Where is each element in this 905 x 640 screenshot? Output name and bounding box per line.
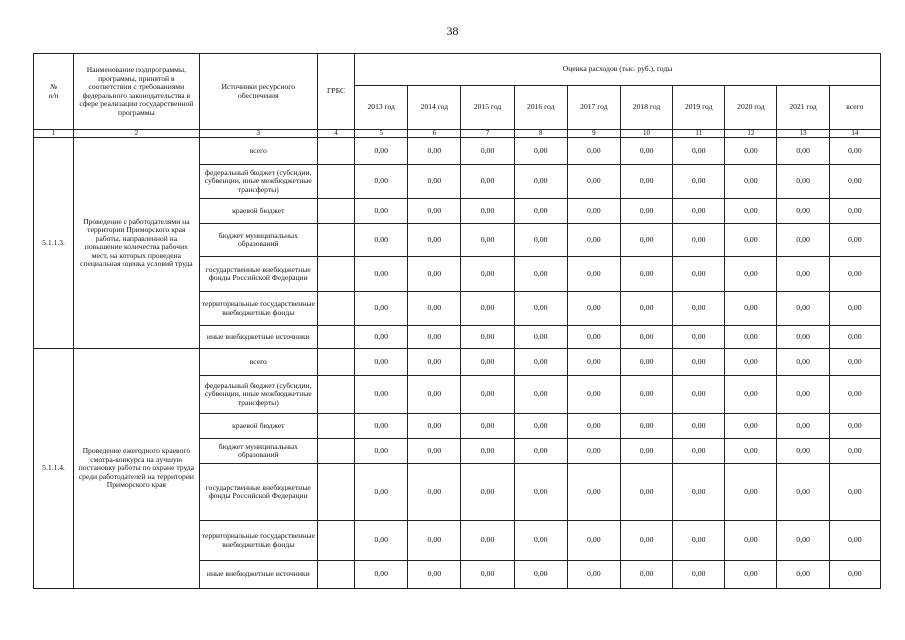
value-cell: 0,00 <box>355 257 408 292</box>
value-cell: 0,00 <box>620 165 672 199</box>
value-cell: 0,00 <box>777 257 829 292</box>
value-cell: 0,00 <box>829 326 880 349</box>
value-cell: 0,00 <box>829 439 880 464</box>
value-cell: 0,00 <box>408 349 461 376</box>
value-cell: 0,00 <box>829 292 880 326</box>
value-cell: 0,00 <box>673 439 725 464</box>
value-cell: 0,00 <box>514 199 567 224</box>
value-cell: 0,00 <box>514 138 567 165</box>
value-cell: 0,00 <box>567 439 620 464</box>
header-num: № п/п <box>34 54 74 130</box>
value-cell: 0,00 <box>461 292 514 326</box>
value-cell: 0,00 <box>355 326 408 349</box>
grbs-cell <box>317 138 354 165</box>
value-cell: 0,00 <box>408 376 461 414</box>
value-cell: 0,00 <box>408 224 461 257</box>
value-cell: 0,00 <box>408 464 461 521</box>
value-cell: 0,00 <box>829 257 880 292</box>
column-number: 6 <box>408 130 461 138</box>
value-cell: 0,00 <box>355 439 408 464</box>
value-cell: 0,00 <box>567 414 620 439</box>
column-number: 11 <box>673 130 725 138</box>
value-cell: 0,00 <box>355 199 408 224</box>
funding-source: территориальные государственные внебюджетные фонды <box>199 292 317 326</box>
column-number: 9 <box>567 130 620 138</box>
value-cell: 0,00 <box>620 138 672 165</box>
header-year: 2018 год <box>620 86 672 130</box>
value-cell: 0,00 <box>461 561 514 589</box>
value-cell: 0,00 <box>777 439 829 464</box>
value-cell: 0,00 <box>355 349 408 376</box>
value-cell: 0,00 <box>461 326 514 349</box>
value-cell: 0,00 <box>829 521 880 561</box>
value-cell: 0,00 <box>725 439 777 464</box>
value-cell: 0,00 <box>567 349 620 376</box>
value-cell: 0,00 <box>829 138 880 165</box>
value-cell: 0,00 <box>777 414 829 439</box>
funding-source: бюджет муниципальных образований <box>199 224 317 257</box>
grbs-cell <box>317 292 354 326</box>
grbs-cell <box>317 349 354 376</box>
value-cell: 0,00 <box>725 376 777 414</box>
value-cell: 0,00 <box>408 138 461 165</box>
value-cell: 0,00 <box>461 439 514 464</box>
grbs-cell <box>317 165 354 199</box>
value-cell: 0,00 <box>829 224 880 257</box>
grbs-cell <box>317 414 354 439</box>
value-cell: 0,00 <box>408 199 461 224</box>
column-number: 3 <box>199 130 317 138</box>
value-cell: 0,00 <box>620 199 672 224</box>
value-cell: 0,00 <box>725 165 777 199</box>
column-number: 10 <box>620 130 672 138</box>
value-cell: 0,00 <box>355 224 408 257</box>
value-cell: 0,00 <box>567 376 620 414</box>
header-grbs: ГРБС <box>317 54 354 130</box>
value-cell: 0,00 <box>620 292 672 326</box>
value-cell: 0,00 <box>725 199 777 224</box>
value-cell: 0,00 <box>355 414 408 439</box>
grbs-cell <box>317 326 354 349</box>
grbs-cell <box>317 464 354 521</box>
funding-source: всего <box>199 349 317 376</box>
value-cell: 0,00 <box>829 561 880 589</box>
item-code: 5.1.1.3. <box>34 138 74 349</box>
table-row <box>34 349 881 376</box>
value-cell: 0,00 <box>567 257 620 292</box>
header-sources: Источники ресурсного обеспечения <box>199 54 317 130</box>
funding-source: федеральный бюджет (субсидии, субвенции, иные межбюджетные трансферты) <box>199 165 317 199</box>
column-number: 7 <box>461 130 514 138</box>
header-year: 2014 год <box>408 86 461 130</box>
header-year: 2017 год <box>567 86 620 130</box>
column-number: 5 <box>355 130 408 138</box>
value-cell: 0,00 <box>355 464 408 521</box>
header-name: Наименование подпрограммы, программы, принятой в соответствии с требованиями федерального законодательства в сфере реализации государственной программы <box>74 54 199 130</box>
value-cell: 0,00 <box>829 165 880 199</box>
value-cell: 0,00 <box>408 414 461 439</box>
value-cell: 0,00 <box>829 376 880 414</box>
value-cell: 0,00 <box>514 257 567 292</box>
value-cell: 0,00 <box>514 414 567 439</box>
value-cell: 0,00 <box>514 349 567 376</box>
funding-source: иные внебюджетные источники <box>199 326 317 349</box>
value-cell: 0,00 <box>355 292 408 326</box>
value-cell: 0,00 <box>461 349 514 376</box>
value-cell: 0,00 <box>567 138 620 165</box>
header-year: всего <box>829 86 880 130</box>
value-cell: 0,00 <box>829 414 880 439</box>
value-cell: 0,00 <box>673 561 725 589</box>
value-cell: 0,00 <box>777 561 829 589</box>
value-cell: 0,00 <box>620 376 672 414</box>
column-number: 13 <box>777 130 829 138</box>
value-cell: 0,00 <box>725 414 777 439</box>
value-cell: 0,00 <box>514 224 567 257</box>
value-cell: 0,00 <box>725 561 777 589</box>
column-number: 2 <box>74 130 199 138</box>
value-cell: 0,00 <box>673 414 725 439</box>
value-cell: 0,00 <box>673 464 725 521</box>
value-cell: 0,00 <box>514 521 567 561</box>
value-cell: 0,00 <box>673 138 725 165</box>
funding-source: краевой бюджет <box>199 414 317 439</box>
funding-source: бюджет муниципальных образований <box>199 439 317 464</box>
value-cell: 0,00 <box>673 165 725 199</box>
value-cell: 0,00 <box>829 349 880 376</box>
funding-source: государственные внебюджетные фонды Российской Федерации <box>199 464 317 521</box>
value-cell: 0,00 <box>461 257 514 292</box>
header-estimate: Оценка расходов (тыс. руб.), годы <box>355 54 881 86</box>
value-cell: 0,00 <box>355 165 408 199</box>
value-cell: 0,00 <box>620 257 672 292</box>
value-cell: 0,00 <box>514 326 567 349</box>
value-cell: 0,00 <box>620 414 672 439</box>
header-year: 2013 год <box>355 86 408 130</box>
value-cell: 0,00 <box>777 521 829 561</box>
funding-source: иные внебюджетные источники <box>199 561 317 589</box>
grbs-cell <box>317 224 354 257</box>
value-cell: 0,00 <box>673 224 725 257</box>
value-cell: 0,00 <box>620 561 672 589</box>
funding-source: всего <box>199 138 317 165</box>
grbs-cell <box>317 376 354 414</box>
item-name: Проведение с работодателями на территории Приморского края работы, направленной на повышение количества рабочих мест, на которых проведена специальная оценка условий труда <box>74 138 199 349</box>
value-cell: 0,00 <box>777 199 829 224</box>
funding-source: государственные внебюджетные фонды Российской Федерации <box>199 257 317 292</box>
value-cell: 0,00 <box>567 464 620 521</box>
value-cell: 0,00 <box>514 165 567 199</box>
value-cell: 0,00 <box>567 224 620 257</box>
table-row <box>34 138 881 165</box>
value-cell: 0,00 <box>777 376 829 414</box>
value-cell: 0,00 <box>620 464 672 521</box>
header-year: 2016 год <box>514 86 567 130</box>
value-cell: 0,00 <box>725 521 777 561</box>
value-cell: 0,00 <box>829 199 880 224</box>
funding-source: федеральный бюджет (субсидии, субвенции, иные межбюджетные трансферты) <box>199 376 317 414</box>
value-cell: 0,00 <box>620 224 672 257</box>
value-cell: 0,00 <box>725 257 777 292</box>
header-year: 2020 год <box>725 86 777 130</box>
value-cell: 0,00 <box>408 165 461 199</box>
value-cell: 0,00 <box>725 326 777 349</box>
value-cell: 0,00 <box>777 326 829 349</box>
value-cell: 0,00 <box>567 199 620 224</box>
funding-source: территориальные государственные внебюджетные фонды <box>199 521 317 561</box>
value-cell: 0,00 <box>461 464 514 521</box>
value-cell: 0,00 <box>673 349 725 376</box>
column-number: 8 <box>514 130 567 138</box>
value-cell: 0,00 <box>725 464 777 521</box>
value-cell: 0,00 <box>620 349 672 376</box>
value-cell: 0,00 <box>514 561 567 589</box>
value-cell: 0,00 <box>461 165 514 199</box>
value-cell: 0,00 <box>408 521 461 561</box>
column-number: 4 <box>317 130 354 138</box>
value-cell: 0,00 <box>725 224 777 257</box>
value-cell: 0,00 <box>408 326 461 349</box>
funding-source: краевой бюджет <box>199 199 317 224</box>
value-cell: 0,00 <box>829 464 880 521</box>
value-cell: 0,00 <box>408 292 461 326</box>
item-code: 5.1.1.4. <box>34 349 74 589</box>
value-cell: 0,00 <box>461 138 514 165</box>
header-year: 2015 год <box>461 86 514 130</box>
column-number: 14 <box>829 130 880 138</box>
value-cell: 0,00 <box>777 165 829 199</box>
grbs-cell <box>317 439 354 464</box>
item-name: Проведение ежегодного краевого смотра-конкурса на лучшую постановку работы по охране труда среди работодателей на территории Приморского края <box>74 349 199 589</box>
value-cell: 0,00 <box>777 224 829 257</box>
value-cell: 0,00 <box>620 521 672 561</box>
value-cell: 0,00 <box>461 199 514 224</box>
value-cell: 0,00 <box>673 376 725 414</box>
value-cell: 0,00 <box>725 349 777 376</box>
value-cell: 0,00 <box>514 439 567 464</box>
value-cell: 0,00 <box>567 521 620 561</box>
value-cell: 0,00 <box>673 199 725 224</box>
value-cell: 0,00 <box>567 326 620 349</box>
budget-table <box>33 53 881 589</box>
grbs-cell <box>317 257 354 292</box>
value-cell: 0,00 <box>408 257 461 292</box>
grbs-cell <box>317 521 354 561</box>
page-number: 38 <box>446 24 459 38</box>
value-cell: 0,00 <box>777 349 829 376</box>
value-cell: 0,00 <box>514 292 567 326</box>
grbs-cell <box>317 561 354 589</box>
value-cell: 0,00 <box>355 561 408 589</box>
value-cell: 0,00 <box>673 326 725 349</box>
value-cell: 0,00 <box>461 224 514 257</box>
column-number: 1 <box>34 130 74 138</box>
value-cell: 0,00 <box>673 292 725 326</box>
value-cell: 0,00 <box>777 292 829 326</box>
value-cell: 0,00 <box>355 521 408 561</box>
value-cell: 0,00 <box>461 376 514 414</box>
value-cell: 0,00 <box>567 561 620 589</box>
value-cell: 0,00 <box>777 464 829 521</box>
value-cell: 0,00 <box>725 292 777 326</box>
value-cell: 0,00 <box>408 561 461 589</box>
value-cell: 0,00 <box>567 292 620 326</box>
header-year: 2021 год <box>777 86 829 130</box>
value-cell: 0,00 <box>777 138 829 165</box>
value-cell: 0,00 <box>673 521 725 561</box>
value-cell: 0,00 <box>514 376 567 414</box>
column-number: 12 <box>725 130 777 138</box>
grbs-cell <box>317 199 354 224</box>
value-cell: 0,00 <box>620 439 672 464</box>
header-year: 2019 год <box>673 86 725 130</box>
value-cell: 0,00 <box>514 464 567 521</box>
value-cell: 0,00 <box>461 414 514 439</box>
value-cell: 0,00 <box>620 326 672 349</box>
value-cell: 0,00 <box>461 521 514 561</box>
value-cell: 0,00 <box>355 138 408 165</box>
value-cell: 0,00 <box>725 138 777 165</box>
value-cell: 0,00 <box>673 257 725 292</box>
value-cell: 0,00 <box>408 439 461 464</box>
value-cell: 0,00 <box>355 376 408 414</box>
value-cell: 0,00 <box>567 165 620 199</box>
